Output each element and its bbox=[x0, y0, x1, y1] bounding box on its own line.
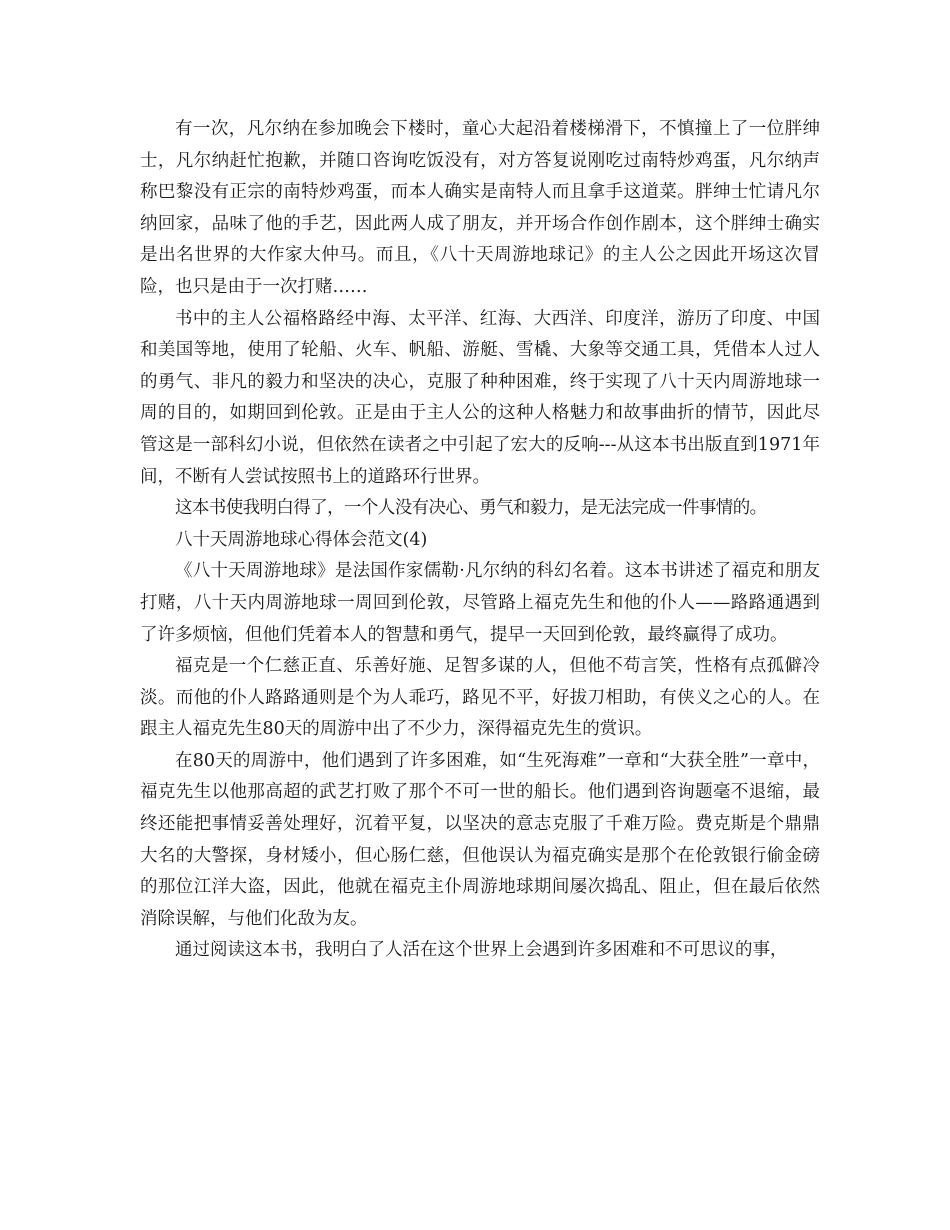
paragraph-book-summary: 《八十天周游地球》是法国作家儒勒·凡尔纳的科幻名着。这本书讲述了福克和朋友打赌，八十天内周游地球一周回到伦敦，尽管路上福克先生和他的仆人——路路通遇到了许多烦恼，但他们凭着本人的智慧和勇气，提早一天回到伦敦，最终赢得了成功。 bbox=[140, 561, 820, 645]
paragraph-adventures: 在80天的周游中，他们遇到了许多困难，如“生死海难”一章和“大获全胜”一章中，福克先生以他那高超的武艺打败了那个不可一世的船长。他们遇到咨询题毫不退缩，最终还能把事情妥善处理好，沉着平复，以坚决的意志克服了千难万险。费克斯是个鼎鼎大名的大警探，身材矮小，但心肠仁慈，但他误认为福克确实是那个在伦敦银行偷金磅的那位江洋大盗，因此，他就在福克主仆周游地球期间屡次捣乱、阻止，但在最后依然消除误解，与他们化敌为友。 bbox=[140, 750, 820, 929]
paragraph-verne-anecdote: 有一次，凡尔纳在参加晚会下楼时，童心大起沿着楼梯滑下，不慎撞上了一位胖绅士，凡尔纳赶忙抱歉，并随口咨询吃饭没有，对方答复说刚吃过南特炒鸡蛋，凡尔纳声称巴黎没有正宗的南特炒鸡蛋，而本人确实是南特人而且拿手这道菜。胖绅士忙请凡尔纳回家，品味了他的手艺，因此两人成了朋友，并开场合作创作剧本，这个胖绅士确实是出名世界的大作家大仲马。而且，《八十天周游地球记》的主人公之因此开场这次冒险，也只是由于一次打赌…… bbox=[140, 119, 820, 297]
section-heading: 八十天周游地球心得体会范文(4) bbox=[175, 529, 428, 550]
paragraph-characters: 福克是一个仁慈正直、乐善好施、足智多谋的人，但他不苟言笑，性格有点孤僻冷淡。而他的仆人路路通则是个为人乖巧，路见不平，好拔刀相助，有侠义之心的人。在跟主人福克先生80天的周游中出了不少力，深得福克先生的赏识。 bbox=[140, 656, 820, 740]
document-body bbox=[140, 114, 820, 967]
paragraph-lesson: 这本书使我明白得了，一个人没有决心、勇气和毅力，是无法完成一件事情的。 bbox=[175, 498, 767, 519]
paragraph-reflection: 通过阅读这本书，我明白了人活在这个世界上会遇到许多困难和不可思议的事， bbox=[175, 940, 788, 961]
paragraph-fogg-journey: 书中的主人公福格路经中海、太平洋、红海、大西洋、印度洋，游历了印度、中国和美国等地，使用了轮船、火车、帆船、游艇、雪橇、大象等交通工具，凭借本人过人的勇气、非凡的毅力和坚决的决心，克服了种种困难，终于实现了八十天内周游地球一周的目的，如期回到伦敦。正是由于主人公的这种人格魅力和故事曲折的情节，因此尽管这是一部科幻小说，但依然在读者之中引起了宏大的反响---从这本书出版直到1971年间，不断有人尝试按照书上的道路环行世界。 bbox=[140, 308, 820, 487]
